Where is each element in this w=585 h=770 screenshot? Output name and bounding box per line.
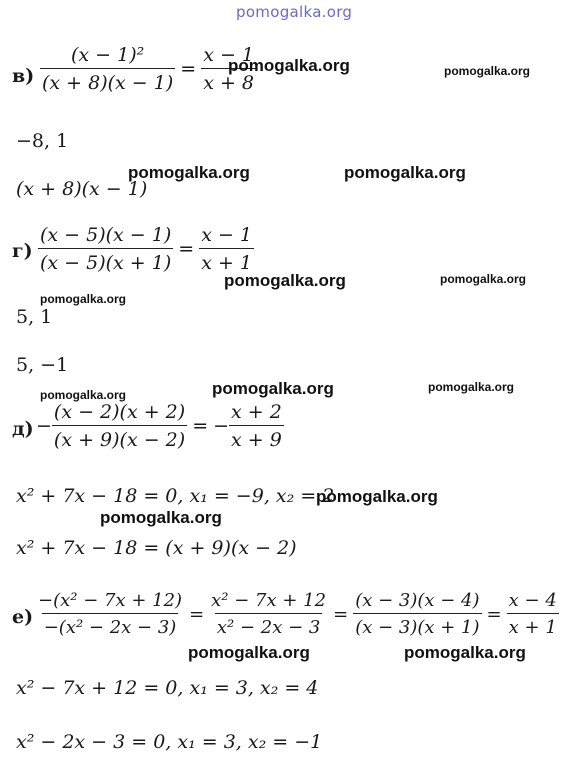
equation-v — [40, 44, 256, 94]
fraction-numerator: x − 4 — [508, 590, 557, 611]
fraction-numerator: (x − 3)(x − 4) — [355, 590, 480, 611]
fraction-d-rhs — [229, 401, 284, 451]
site-watermark-top: pomogalka.org — [236, 3, 353, 21]
fraction-e-3 — [353, 590, 481, 638]
fraction-numerator: x − 1 — [201, 224, 252, 246]
fraction-numerator: −(x² − 7x + 12) — [38, 590, 183, 611]
watermark: pomogalka.org — [128, 163, 250, 182]
watermark: pomogalka.org — [188, 643, 310, 662]
fraction-numerator: (x − 2)(x + 2) — [53, 401, 186, 423]
fraction-numerator: x² − 7x + 12 — [211, 590, 327, 611]
factored-v: (x + 8)(x − 1) — [16, 178, 148, 200]
equals-sign: = — [189, 603, 205, 625]
watermark: pomogalka.org — [212, 379, 334, 398]
item-label-e: е) — [12, 606, 34, 628]
minus-sign: − — [213, 415, 230, 437]
minus-sign: − — [36, 415, 52, 437]
watermark: pomogalka.org — [440, 272, 527, 286]
fraction-numerator: x − 1 — [203, 44, 254, 66]
equals-sign: = — [180, 58, 197, 80]
fraction-g-rhs — [199, 224, 254, 274]
roots-v: −8, 1 — [16, 130, 69, 152]
fraction-denominator: (x − 3)(x + 1) — [353, 613, 481, 638]
watermark: pomogalka.org — [40, 388, 127, 402]
fraction-denominator: x + 8 — [201, 68, 256, 94]
fraction-numerator: (x − 1)² — [71, 44, 145, 66]
fraction-denominator: x + 1 — [507, 613, 559, 638]
watermark: pomogalka.org — [344, 163, 466, 182]
watermark: pomogalka.org — [444, 64, 531, 78]
fraction-g-lhs — [38, 224, 173, 274]
watermark: pomogalka.org — [100, 508, 222, 527]
solution-d-line2: x² + 7x − 18 = (x + 9)(x − 2) — [16, 537, 297, 559]
item-label-v: в) — [12, 65, 35, 87]
watermark: pomogalka.org — [428, 380, 515, 394]
fraction-e-1 — [36, 590, 184, 638]
equals-sign: = — [333, 603, 349, 625]
equals-sign: = — [178, 238, 195, 260]
fraction-e-4 — [507, 590, 559, 638]
equation-d — [36, 401, 284, 451]
watermark: pomogalka.org — [224, 271, 346, 290]
watermark: pomogalka.org — [228, 56, 350, 75]
fraction-denominator: (x + 8)(x − 1) — [40, 68, 175, 94]
watermark: pomogalka.org — [404, 643, 526, 662]
fraction-numerator: x + 2 — [231, 401, 282, 423]
roots-g-1: 5, 1 — [16, 306, 53, 328]
item-label-d: д) — [12, 418, 34, 440]
equation-e — [36, 590, 559, 638]
fraction-v-lhs — [40, 44, 175, 94]
fraction-denominator: x + 9 — [229, 425, 284, 451]
fraction-denominator: −(x² − 2x − 3) — [42, 613, 179, 638]
fraction-denominator: (x − 5)(x + 1) — [38, 248, 173, 274]
roots-g-2: 5, −1 — [16, 354, 69, 376]
equation-g — [38, 224, 254, 274]
watermark: pomogalka.org — [40, 292, 127, 306]
item-label-g: г) — [12, 240, 33, 262]
fraction-denominator: x² − 2x − 3 — [215, 613, 322, 638]
fraction-e-2 — [209, 590, 328, 638]
solution-d-line1: x² + 7x − 18 = 0, x₁ = −9, x₂ = 2 — [16, 485, 335, 507]
watermark: pomogalka.org — [316, 487, 438, 506]
solution-e-line1: x² − 7x + 12 = 0, x₁ = 3, x₂ = 4 — [16, 677, 319, 699]
equals-sign: = — [486, 603, 502, 625]
fraction-numerator: (x − 5)(x − 1) — [40, 224, 172, 246]
fraction-d-lhs — [52, 401, 187, 451]
fraction-denominator: (x + 9)(x − 2) — [52, 425, 187, 451]
solution-e-line2: x² − 2x − 3 = 0, x₁ = 3, x₂ = −1 — [16, 731, 323, 753]
fraction-denominator: x + 1 — [199, 248, 254, 274]
equals-sign: = — [192, 415, 209, 437]
